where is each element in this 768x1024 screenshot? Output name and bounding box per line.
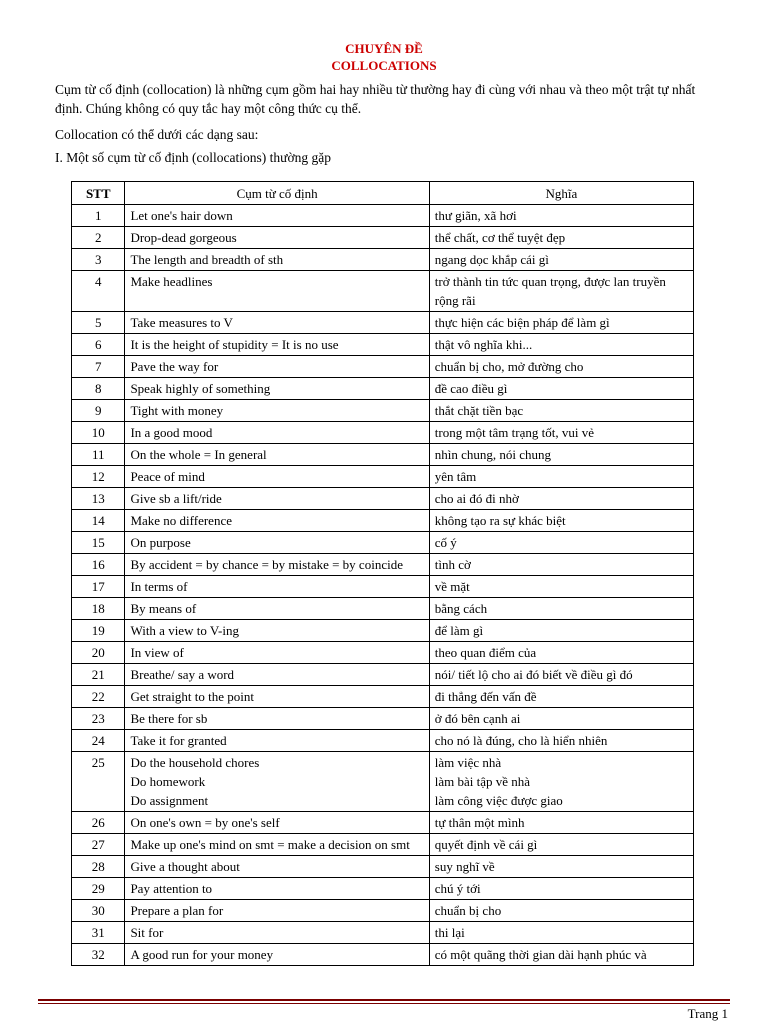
row-number: 30 — [72, 900, 125, 922]
row-meaning: về mặt — [429, 576, 693, 598]
row-meaning: chuẩn bị cho, mở đường cho — [429, 356, 693, 378]
row-number: 15 — [72, 532, 125, 554]
table-row — [72, 271, 694, 312]
header-stt: STT — [72, 182, 125, 205]
row-number: 11 — [72, 444, 125, 466]
table-row — [72, 488, 694, 510]
row-number: 12 — [72, 466, 125, 488]
row-phrase: Give a thought about — [125, 856, 429, 878]
row-number: 22 — [72, 686, 125, 708]
row-phrase: On purpose — [125, 532, 429, 554]
row-phrase: Drop-dead gorgeous — [125, 227, 429, 249]
table-body — [72, 205, 694, 966]
table-row — [72, 312, 694, 334]
row-number: 17 — [72, 576, 125, 598]
intro-paragraph: Cụm từ cố định (collocation) là những cụm gồm hai hay nhiều từ thường hay đi cùng với nhau và theo một trật tự nhất định. Chúng không có quy tắc hay một công thức cụ thể. — [55, 82, 696, 116]
row-number: 31 — [72, 922, 125, 944]
row-phrase: On the whole = In general — [125, 444, 429, 466]
row-meaning: đi thẳng đến vấn đề — [429, 686, 693, 708]
table-row — [72, 708, 694, 730]
row-number: 4 — [72, 271, 125, 312]
collocation-table — [71, 181, 694, 966]
table-row — [72, 620, 694, 642]
row-meaning: ở đó bên cạnh ai — [429, 708, 693, 730]
table-row — [72, 812, 694, 834]
row-number: 14 — [72, 510, 125, 532]
row-phrase: Pay attention to — [125, 878, 429, 900]
table-row — [72, 686, 694, 708]
row-meaning: thể chất, cơ thể tuyệt đẹp — [429, 227, 693, 249]
row-meaning: nhìn chung, nói chung — [429, 444, 693, 466]
row-meaning: chú ý tới — [429, 878, 693, 900]
row-meaning: bằng cách — [429, 598, 693, 620]
row-number: 24 — [72, 730, 125, 752]
row-phrase: By accident = by chance = by mistake = by coincide — [125, 554, 429, 576]
table-row — [72, 249, 694, 271]
table-header-row — [72, 182, 694, 205]
row-number: 26 — [72, 812, 125, 834]
table-row — [72, 922, 694, 944]
row-meaning: nói/ tiết lộ cho ai đó biết về điều gì đó — [429, 664, 693, 686]
row-phrase: By means of — [125, 598, 429, 620]
row-phrase: A good run for your money — [125, 944, 429, 966]
row-number: 3 — [72, 249, 125, 271]
header-meaning: Nghĩa — [429, 182, 693, 205]
row-meaning: cố ý — [429, 532, 693, 554]
row-number: 18 — [72, 598, 125, 620]
row-number: 13 — [72, 488, 125, 510]
row-meaning: trở thành tin tức quan trọng, được lan truyền rộng rãi — [429, 271, 693, 312]
row-meaning: thực hiện các biện pháp để làm gì — [429, 312, 693, 334]
row-phrase: Make no difference — [125, 510, 429, 532]
document-subtitle: COLLOCATIONS — [331, 58, 437, 73]
table-row — [72, 510, 694, 532]
row-phrase: Breathe/ say a word — [125, 664, 429, 686]
row-meaning: đề cao điều gì — [429, 378, 693, 400]
table-row — [72, 466, 694, 488]
document-title: CHUYÊN ĐỀ — [345, 41, 423, 56]
row-meaning: để làm gì — [429, 620, 693, 642]
row-number: 28 — [72, 856, 125, 878]
footer-divider-thin — [38, 1003, 730, 1004]
row-phrase: Get straight to the point — [125, 686, 429, 708]
row-phrase: Be there for sb — [125, 708, 429, 730]
header-phrase: Cụm từ cố định — [125, 182, 429, 205]
table-row — [72, 554, 694, 576]
table-row — [72, 900, 694, 922]
row-meaning: quyết định về cái gì — [429, 834, 693, 856]
row-phrase: In terms of — [125, 576, 429, 598]
row-meaning: có một quãng thời gian dài hạnh phúc và — [429, 944, 693, 966]
row-phrase: Make up one's mind on smt = make a decision on smt — [125, 834, 429, 856]
row-phrase: Peace of mind — [125, 466, 429, 488]
row-phrase: Give sb a lift/ride — [125, 488, 429, 510]
table-row — [72, 422, 694, 444]
table-row — [72, 400, 694, 422]
row-meaning: thi lại — [429, 922, 693, 944]
row-phrase: On one's own = by one's self — [125, 812, 429, 834]
row-number: 2 — [72, 227, 125, 249]
row-number: 29 — [72, 878, 125, 900]
row-meaning: ngang dọc khắp cái gì — [429, 249, 693, 271]
row-meaning: theo quan điểm của — [429, 642, 693, 664]
row-phrase: In a good mood — [125, 422, 429, 444]
table-row — [72, 642, 694, 664]
table-row — [72, 834, 694, 856]
table-row — [72, 227, 694, 249]
table-row — [72, 856, 694, 878]
row-number: 1 — [72, 205, 125, 227]
section-heading: I. Một số cụm từ cố định (collocations) thường gặp — [55, 150, 331, 165]
row-meaning: cho ai đó đi nhờ — [429, 488, 693, 510]
row-number: 27 — [72, 834, 125, 856]
row-phrase: With a view to V-ing — [125, 620, 429, 642]
row-number: 25 — [72, 752, 125, 812]
row-number: 5 — [72, 312, 125, 334]
row-phrase: Sit for — [125, 922, 429, 944]
row-number: 8 — [72, 378, 125, 400]
row-meaning: yên tâm — [429, 466, 693, 488]
table-row — [72, 576, 694, 598]
row-meaning: thật vô nghĩa khi... — [429, 334, 693, 356]
row-meaning: không tạo ra sự khác biệt — [429, 510, 693, 532]
table-row — [72, 532, 694, 554]
row-meaning: cho nó là đúng, cho là hiển nhiên — [429, 730, 693, 752]
row-number: 16 — [72, 554, 125, 576]
row-meaning: làm việc nhà làm bài tập về nhà làm công việc được giao — [429, 752, 693, 812]
table-row — [72, 752, 694, 812]
row-number: 19 — [72, 620, 125, 642]
forms-line: Collocation có thể dưới các dạng sau: — [55, 127, 259, 142]
row-number: 7 — [72, 356, 125, 378]
footer-divider — [38, 999, 730, 1001]
row-number: 6 — [72, 334, 125, 356]
row-phrase: Make headlines — [125, 271, 429, 312]
table-row — [72, 664, 694, 686]
table-row — [72, 944, 694, 966]
row-meaning: thư giãn, xã hơi — [429, 205, 693, 227]
row-phrase: In view of — [125, 642, 429, 664]
row-phrase: Prepare a plan for — [125, 900, 429, 922]
row-meaning: tình cờ — [429, 554, 693, 576]
row-phrase: Speak highly of something — [125, 378, 429, 400]
row-number: 32 — [72, 944, 125, 966]
table-row — [72, 878, 694, 900]
row-number: 21 — [72, 664, 125, 686]
row-phrase: Tight with money — [125, 400, 429, 422]
row-meaning: trong một tâm trạng tốt, vui vẻ — [429, 422, 693, 444]
table-row — [72, 356, 694, 378]
row-meaning: tự thân một mình — [429, 812, 693, 834]
row-phrase: Pave the way for — [125, 356, 429, 378]
row-number: 9 — [72, 400, 125, 422]
table-row — [72, 205, 694, 227]
row-number: 20 — [72, 642, 125, 664]
row-phrase: The length and breadth of sth — [125, 249, 429, 271]
table-row — [72, 378, 694, 400]
row-phrase: Take it for granted — [125, 730, 429, 752]
table-row — [72, 334, 694, 356]
row-phrase: Take measures to V — [125, 312, 429, 334]
row-phrase: It is the height of stupidity = It is no use — [125, 334, 429, 356]
table-row — [72, 444, 694, 466]
row-number: 10 — [72, 422, 125, 444]
row-number: 23 — [72, 708, 125, 730]
row-meaning: thắt chặt tiền bạc — [429, 400, 693, 422]
table-row — [72, 598, 694, 620]
row-meaning: chuẩn bị cho — [429, 900, 693, 922]
row-phrase: Do the household chores Do homework Do assignment — [125, 752, 429, 812]
row-meaning: suy nghĩ về — [429, 856, 693, 878]
row-phrase: Let one's hair down — [125, 205, 429, 227]
page-number: Trang 1 — [687, 1006, 728, 1021]
table-row — [72, 730, 694, 752]
